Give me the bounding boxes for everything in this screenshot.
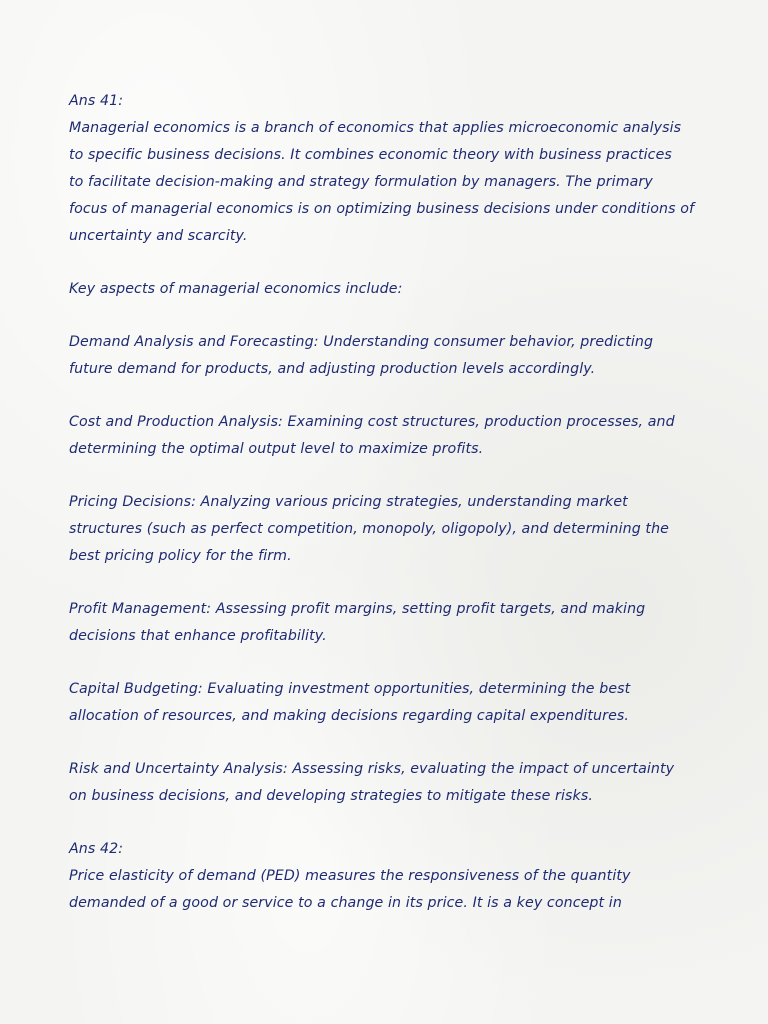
aspect-pricing-decisions <box>69 489 729 570</box>
text-line: demanded of a good or service to a change in its price. It is a key concept in <box>69 895 622 911</box>
aspect-demand-analysis <box>69 329 729 383</box>
answer-41-heading: Ans 41: <box>69 93 124 109</box>
text-line: to specific business decisions. It combines economic theory with business practices <box>69 147 672 163</box>
aspect-capital-budgeting <box>69 676 729 730</box>
answer-41-intro <box>69 88 729 250</box>
text-line: decisions that enhance profitability. <box>69 628 327 644</box>
text-line: Profit Management: Assessing profit margins, setting profit targets, and making <box>69 601 646 617</box>
aspect-profit-management <box>69 596 729 650</box>
text-line: on business decisions, and developing strategies to mitigate these risks. <box>69 788 593 804</box>
text-line: to facilitate decision-making and strategy formulation by managers. The primary <box>69 174 653 190</box>
text-line: Cost and Production Analysis: Examining cost structures, production processes, and <box>69 414 675 430</box>
text-line: future demand for products, and adjusting production levels accordingly. <box>69 361 596 377</box>
document-page <box>69 88 729 943</box>
text-line: Key aspects of managerial economics include: <box>69 281 403 297</box>
text-line: focus of managerial economics is on optimizing business decisions under conditions of <box>69 201 695 217</box>
text-line: Risk and Uncertainty Analysis: Assessing risks, evaluating the impact of uncertainty <box>69 761 675 777</box>
text-line: allocation of resources, and making decisions regarding capital expenditures. <box>69 708 630 724</box>
text-line: Pricing Decisions: Analyzing various pricing strategies, understanding market <box>69 494 628 510</box>
answer-42-intro <box>69 836 729 917</box>
aspect-risk-uncertainty <box>69 756 729 810</box>
text-line: uncertainty and scarcity. <box>69 228 248 244</box>
text-line: Managerial economics is a branch of economics that applies microeconomic analysis <box>69 120 682 136</box>
text-line: structures (such as perfect competition, monopoly, oligopoly), and determining the <box>69 521 669 537</box>
text-line: Price elasticity of demand (PED) measures the responsiveness of the quantity <box>69 868 631 884</box>
answer-42-heading: Ans 42: <box>69 841 124 857</box>
text-line: Capital Budgeting: Evaluating investment opportunities, determining the best <box>69 681 631 697</box>
text-line: Demand Analysis and Forecasting: Understanding consumer behavior, predicting <box>69 334 654 350</box>
aspect-cost-production <box>69 409 729 463</box>
text-line: determining the optimal output level to maximize profits. <box>69 441 484 457</box>
text-line: best pricing policy for the firm. <box>69 548 292 564</box>
key-aspects-heading <box>69 276 729 303</box>
